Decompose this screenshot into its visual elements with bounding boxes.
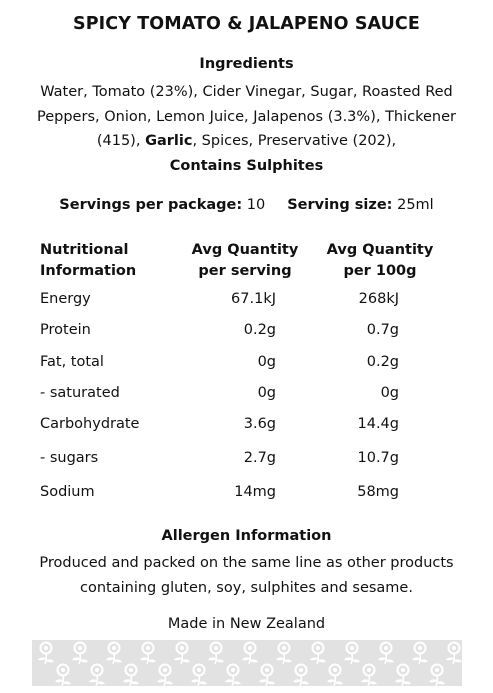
nutrition-row xyxy=(0,385,493,407)
nutrient-label: Sodium xyxy=(40,484,95,500)
ingredients-part: Water, Tomato (23%), Cider Vinegar, Sugar, Roasted Red Peppers, Onion, Lemon Juice, Jalapenos (3.3%), Thickener (415), xyxy=(37,84,456,149)
allergen-heading: Allergen Information xyxy=(161,528,332,544)
serving-size-value: 25ml xyxy=(397,197,434,213)
flower-row-top xyxy=(38,643,462,665)
made-in-new-zealand: Made in New Zealand xyxy=(167,616,326,632)
nutrition-row xyxy=(0,322,493,344)
per-100g-value: 10.7g xyxy=(357,450,399,466)
nutrition-row xyxy=(0,484,493,506)
nutrition-row xyxy=(0,416,493,438)
ingredients-heading: Ingredients xyxy=(199,56,294,72)
floral-pattern xyxy=(32,640,462,686)
servings-per-package-label: Servings per package: xyxy=(59,197,243,213)
header-per-100g xyxy=(318,240,442,282)
serving-size-label: Serving size: xyxy=(287,197,393,213)
header-line: per serving xyxy=(198,263,292,279)
ingredients-text xyxy=(20,80,473,178)
allergen-text: Produced and packed on the same line as other products containing gluten, soy, sulphites and sesame. xyxy=(39,555,454,596)
per-100g-value: 0g xyxy=(380,385,399,401)
per-serving-value: 0g xyxy=(257,385,276,401)
nutrient-label: Energy xyxy=(40,291,91,307)
nutrition-row xyxy=(0,291,493,313)
ingredients-allergen-garlic: Garlic xyxy=(145,133,193,149)
header-nutritional-information xyxy=(40,240,180,282)
per-serving-value: 2.7g xyxy=(243,450,276,466)
per-100g-value: 268kJ xyxy=(358,291,399,307)
nutrient-label: - saturated xyxy=(40,385,120,401)
contains-sulphites: Contains Sulphites xyxy=(169,157,324,174)
nutrition-row xyxy=(0,450,493,472)
per-100g-value: 58mg xyxy=(357,484,399,500)
header-line: Nutritional xyxy=(40,242,129,258)
flower-row-bottom xyxy=(55,665,445,687)
nutrient-label: Fat, total xyxy=(40,354,104,370)
per-serving-value: 14mg xyxy=(234,484,276,500)
per-serving-value: 0g xyxy=(257,354,276,370)
header-per-serving xyxy=(183,240,307,282)
per-serving-value: 0.2g xyxy=(243,322,276,338)
header-line: per 100g xyxy=(343,263,417,279)
nutrient-label: Protein xyxy=(40,322,91,338)
ingredients-part: , Spices, Preservative (202), xyxy=(192,133,397,149)
per-serving-value: 3.6g xyxy=(243,416,276,432)
per-serving-value: 67.1kJ xyxy=(231,291,276,307)
per-100g-value: 0.7g xyxy=(366,322,399,338)
header-line: Avg Quantity xyxy=(326,242,434,258)
nutrient-label: Carbohydrate xyxy=(40,416,140,432)
servings-line xyxy=(0,197,493,213)
nutrition-row xyxy=(0,354,493,376)
nutrient-label: - sugars xyxy=(40,450,99,466)
header-line: Avg Quantity xyxy=(191,242,299,258)
product-title: SPICY TOMATO & JALAPENO SAUCE xyxy=(73,14,420,34)
header-line: Information xyxy=(40,263,137,279)
per-100g-value: 14.4g xyxy=(357,416,399,432)
servings-per-package-value: 10 xyxy=(246,197,266,213)
decorative-floral-band xyxy=(32,640,462,686)
per-100g-value: 0.2g xyxy=(366,354,399,370)
